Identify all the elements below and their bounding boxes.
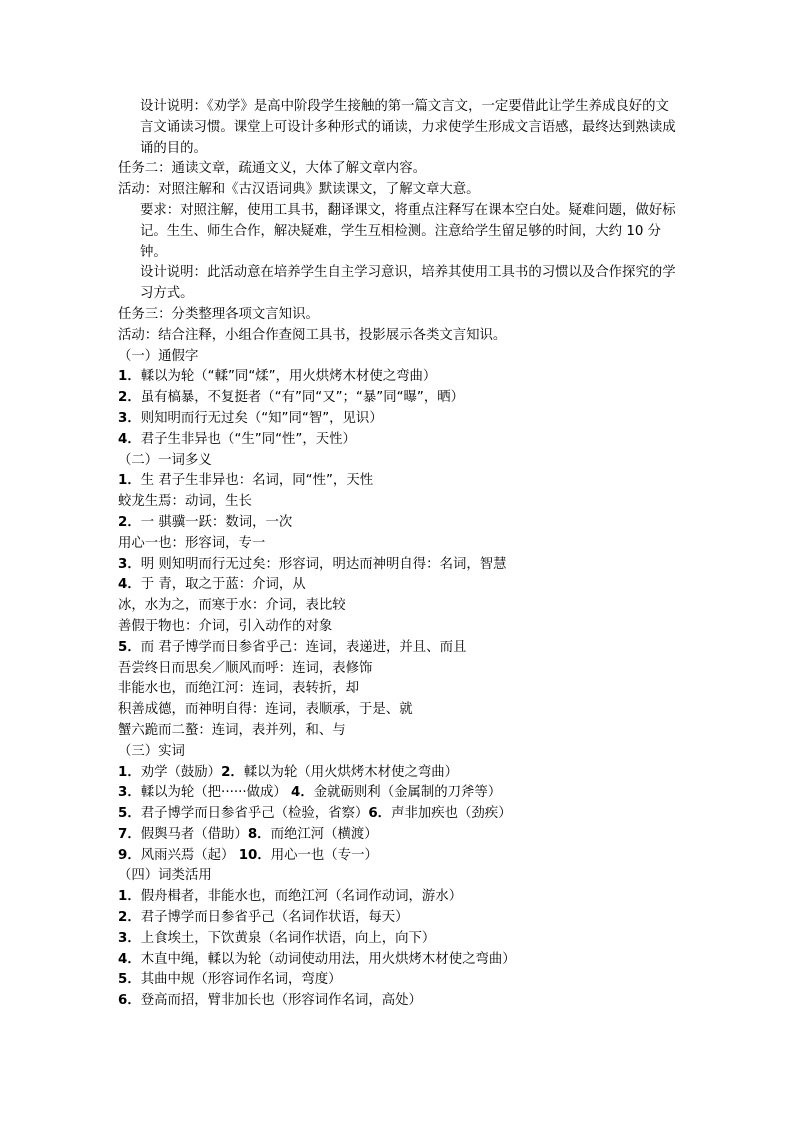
list-item: 7．假舆马者（借助）8．而绝江河（横渡） xyxy=(118,826,378,842)
list-item: 积善成德，而神明自得：连词，表顺承，于是、就 xyxy=(118,702,413,718)
list-item: 5．其曲中规（形容词作名词，弯度） xyxy=(118,972,342,988)
list-item: 非能水也，而绝江河：连词，表转折，却 xyxy=(118,681,360,697)
list-item: 4．君子生非异也（“生”同“性”，天性） xyxy=(118,431,356,447)
list-item: 4．于 青，取之于蓝：介词，从 xyxy=(118,577,306,593)
list-item: 6．登高而招，臂非加长也（形容词作名词，高处） xyxy=(118,993,422,1009)
list-item: 3．则知明而行无过矣（“知”同“智”，见识） xyxy=(118,410,383,426)
list-item: 9．风雨兴焉（起） 10．用心一也（专一） xyxy=(118,847,378,863)
list-item: 3．明 则知明而行无过矣：形容词，明达而神明自得：名词，智慧 xyxy=(118,556,507,572)
list-item: 3．上食埃土，下饮黄泉（名词作状语，向上，向下） xyxy=(118,930,436,946)
section-heading-tongjiazi: （一）通假字 xyxy=(118,348,199,364)
section-heading-shici: （三）实词 xyxy=(118,743,185,759)
list-item: 3．輮以为轮（把······做成） 4．金就砺则利（金属制的刀斧等） xyxy=(118,785,502,801)
list-item: 5．君子博学而日参省乎己（检验，省察）6．声非加疾也（劲疾） xyxy=(118,806,512,822)
list-item: 4．木直中绳，輮以为轮（动词使动用法，用火烘烤木材使之弯曲） xyxy=(118,951,516,967)
design-note-1: 设计说明：《劝学》是高中阶段学生接触的第一篇文言文，一定要借此让学生养成良好的文言文诵读习惯。课堂上可设计多种形式的诵读，力求使学生形成文言语感，最终达到熟读成诵的目的。 xyxy=(140,99,676,156)
document-body xyxy=(118,97,678,1012)
activity-two: 活动：对照注解和《古汉语词典》默读课文，了解文章大意。 xyxy=(118,182,480,198)
list-item: 冰，水为之，而寒于水：介词，表比较 xyxy=(118,598,346,614)
requirement-paragraph: 要求：对照注解，使用工具书，翻译课文，将重点注释写在课本空白处。疑难问题，做好标记。生生、师生合作，解决疑难，学生互相检测。注意给学生留足够的时间，大约 10 分钟。 xyxy=(140,202,676,260)
list-item: 1．輮以为轮（“輮”同“煣”，用火烘烤木材使之弯曲） xyxy=(118,369,437,385)
design-note-2: 设计说明：此活动意在培养学生自主学习意识，培养其使用工具书的习惯以及合作探究的学习方式。 xyxy=(140,265,676,302)
section-heading-cileihuoyong: （四）词类活用 xyxy=(118,868,212,884)
list-item: 2．一 骐骥一跃：数词，一次 xyxy=(118,514,293,530)
task-three: 任务三：分类整理各项文言知识。 xyxy=(118,306,319,322)
list-item: 1．生 君子生非异也：名词，同“性”，天性 xyxy=(118,473,374,489)
activity-three: 活动：结合注释，小组合作查阅工具书，投影展示各类文言知识。 xyxy=(118,327,507,343)
task-two: 任务二：通读文章，疏通文义，大体了解文章内容。 xyxy=(118,161,426,177)
list-item: 1．假舟楫者，非能水也，而绝江河（名词作动词，游水） xyxy=(118,889,463,905)
list-item: 用心一也：形容词，专一 xyxy=(118,535,266,551)
list-item: 5．而 君子博学而日参省乎己：连词，表递进，并且、而且 xyxy=(118,639,467,655)
list-item: 2．虽有槁暴，不复挺者（“有”同“又”；“暴”同“曝”，晒） xyxy=(118,390,465,406)
list-item: 1．劝学（鼓励）2．輮以为轮（用火烘烤木材使之弯曲） xyxy=(118,764,459,780)
section-heading-yicibuoyi: （二）一词多义 xyxy=(118,452,212,468)
list-item: 蟹六跪而二螯：连词，表并列，和、与 xyxy=(118,722,346,738)
list-item: 吾尝终日而思矣／顺风而呼：连词，表修饰 xyxy=(118,660,373,676)
list-item: 2．君子博学而日参省乎己（名词作状语，每天） xyxy=(118,910,409,926)
list-item: 善假于物也：介词，引入动作的对象 xyxy=(118,618,333,634)
list-item: 蛟龙生焉：动词，生长 xyxy=(118,494,252,510)
